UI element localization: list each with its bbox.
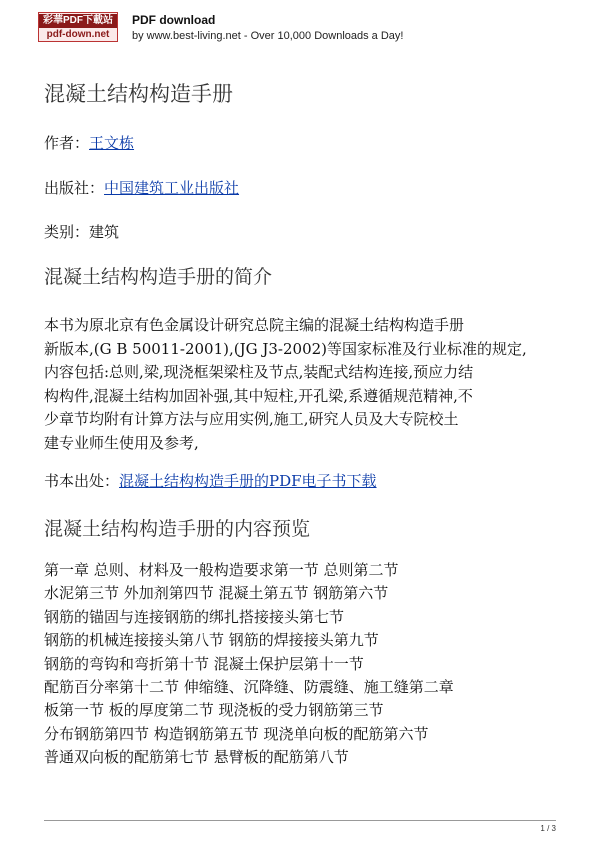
footer-divider — [44, 820, 556, 821]
contents-line: 普通双向板的配筋第七节 悬臂板的配筋第八节 — [44, 748, 349, 767]
logo-text-domain: pdf-down.net — [46, 29, 110, 40]
author-link[interactable]: 王文栋 — [89, 134, 135, 152]
contents-line: 钢筋的弯钩和弯折第十节 混凝土保护层第十一节 — [44, 654, 364, 673]
page-number: 1 / 3 — [540, 824, 556, 833]
category-label: 类别： — [44, 223, 90, 241]
contents-line: 钢筋的锚固与连接钢筋的绑扎搭接接头第七节 — [44, 607, 345, 626]
banner-title: PDF download — [132, 13, 216, 27]
pdf-download-link[interactable]: 混凝土结构构造手册的PDF电子书下载 — [119, 472, 377, 490]
contents-line: 分布钢筋第四节 构造钢筋第五节 现浇单向板的配筋第六节 — [44, 724, 429, 743]
contents-line: 板第一节 板的厚度第二节 现浇板的受力钢筋第三节 — [44, 701, 384, 720]
publisher-label: 出版社： — [44, 179, 105, 197]
source-row — [44, 470, 377, 491]
publisher-row — [44, 177, 239, 198]
source-label: 书本出处： — [44, 472, 120, 490]
contents-line: 第一章 总则、材料及一般构造要求第一节 总则第二节 — [44, 561, 399, 579]
download-banner — [0, 0, 600, 50]
intro-line: 本书为原北京有色金属设计研究总院主编的混凝土结构构造手册 — [44, 316, 465, 334]
preview-heading: 混凝土结构构造手册的内容预览 — [44, 518, 311, 540]
page-title: 混凝土结构构造手册 — [44, 82, 233, 106]
intro-heading: 混凝土结构构造手册的简介 — [44, 266, 273, 288]
intro-line: 内容包括:总则,梁,现浇框架梁柱及节点,装配式结构连接,预应力结 — [44, 363, 474, 381]
contents-line: 钢筋的机械连接接头第八节 钢筋的焊接接头第九节 — [44, 631, 379, 650]
intro-paragraph — [44, 314, 564, 455]
category-row — [44, 221, 119, 242]
publisher-link[interactable]: 中国建筑工业出版社 — [104, 179, 240, 197]
contents-line: 配筋百分率第十二节 伸缩缝、沉降缝、防震缝、施工缝第二章 — [44, 678, 454, 697]
contents-preview — [44, 559, 564, 770]
intro-line: 构构件,混凝土结构加固补强,其中短柱,开孔梁,系遵循规范精神,不 — [44, 386, 473, 405]
author-row — [44, 132, 134, 153]
site-logo[interactable] — [38, 12, 118, 42]
author-label: 作者： — [44, 134, 90, 152]
category-value: 建筑 — [89, 223, 120, 241]
intro-line: 建专业师生使用及参考, — [44, 433, 199, 452]
intro-line: 新版本,(G B 50011-2001),(JG J3-2002)等国家标准及行业标准的规定, — [44, 339, 527, 358]
intro-line: 少章节均附有计算方法与应用实例,施工,研究人员及大专院校土 — [44, 410, 459, 428]
logo-text-chinese: 彩華PDF下載站 — [39, 14, 117, 28]
banner-subtitle: by www.best-living.net - Over 10,000 Downloads a Day! — [132, 30, 404, 42]
contents-line: 水泥第三节 外加剂第四节 混凝土第五节 钢筋第六节 — [44, 584, 389, 603]
